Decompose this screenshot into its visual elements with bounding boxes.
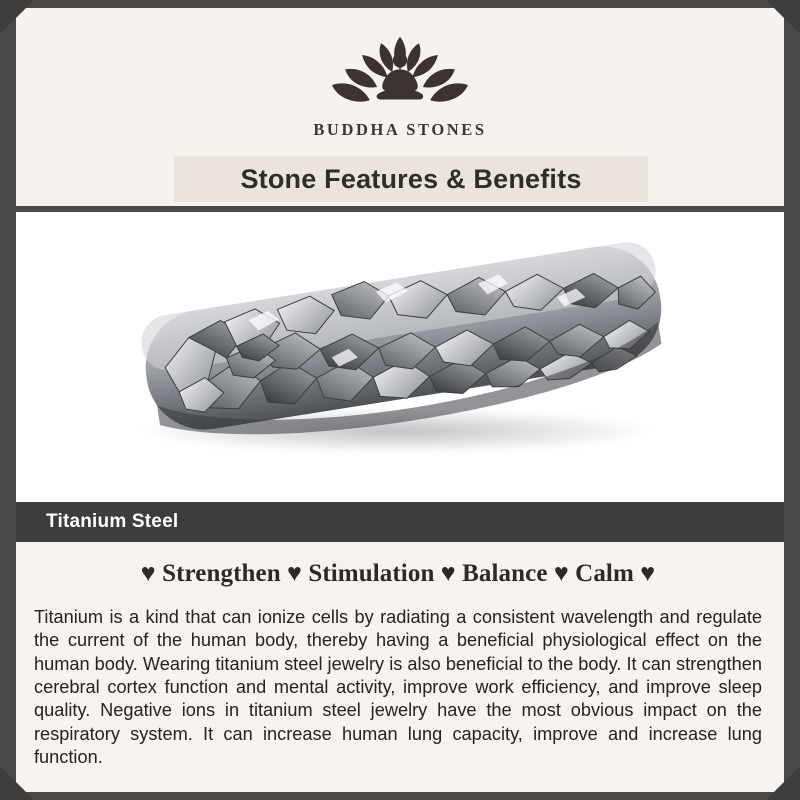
product-name: Titanium Steel: [46, 511, 179, 532]
section-title-band: [174, 156, 648, 202]
corner-accent-bottom-left: [0, 766, 34, 800]
titanium-crystal-image: [121, 206, 688, 490]
brand-name: BUDDHA STONES: [313, 120, 487, 139]
brand-logo: [16, 8, 784, 140]
corner-accent-top-right: [766, 0, 800, 34]
header: [16, 8, 784, 206]
product-image-area: [16, 206, 784, 502]
content-area: [16, 542, 784, 792]
lotus-meditation-icon: [315, 26, 485, 118]
corner-accent-bottom-right: [766, 766, 800, 800]
description-text: Titanium is a kind that can ionize cells by radiating a consistent wavelength and regulate the current of the human body, thereby having a beneficial physiological effect on the human body. Wearing titanium steel jewelry is also beneficial to the body. It can strengthen cerebral cortex function and mental activity, improve work efficiency, and improve sleep quality. Negative ions in titanium steel jewelry have the most obvious impact on the respiratory system. It can increase human lung capacity, improve and increase lung function.: [34, 607, 762, 767]
page-title: Stone Features & Benefits: [240, 163, 582, 194]
product-caption-band: [16, 502, 784, 542]
benefits-line: ♥ Strengthen ♥ Stimulation ♥ Balance ♥ Calm ♥: [140, 560, 656, 587]
corner-accent-top-left: [0, 0, 34, 34]
card-body: [16, 8, 784, 792]
